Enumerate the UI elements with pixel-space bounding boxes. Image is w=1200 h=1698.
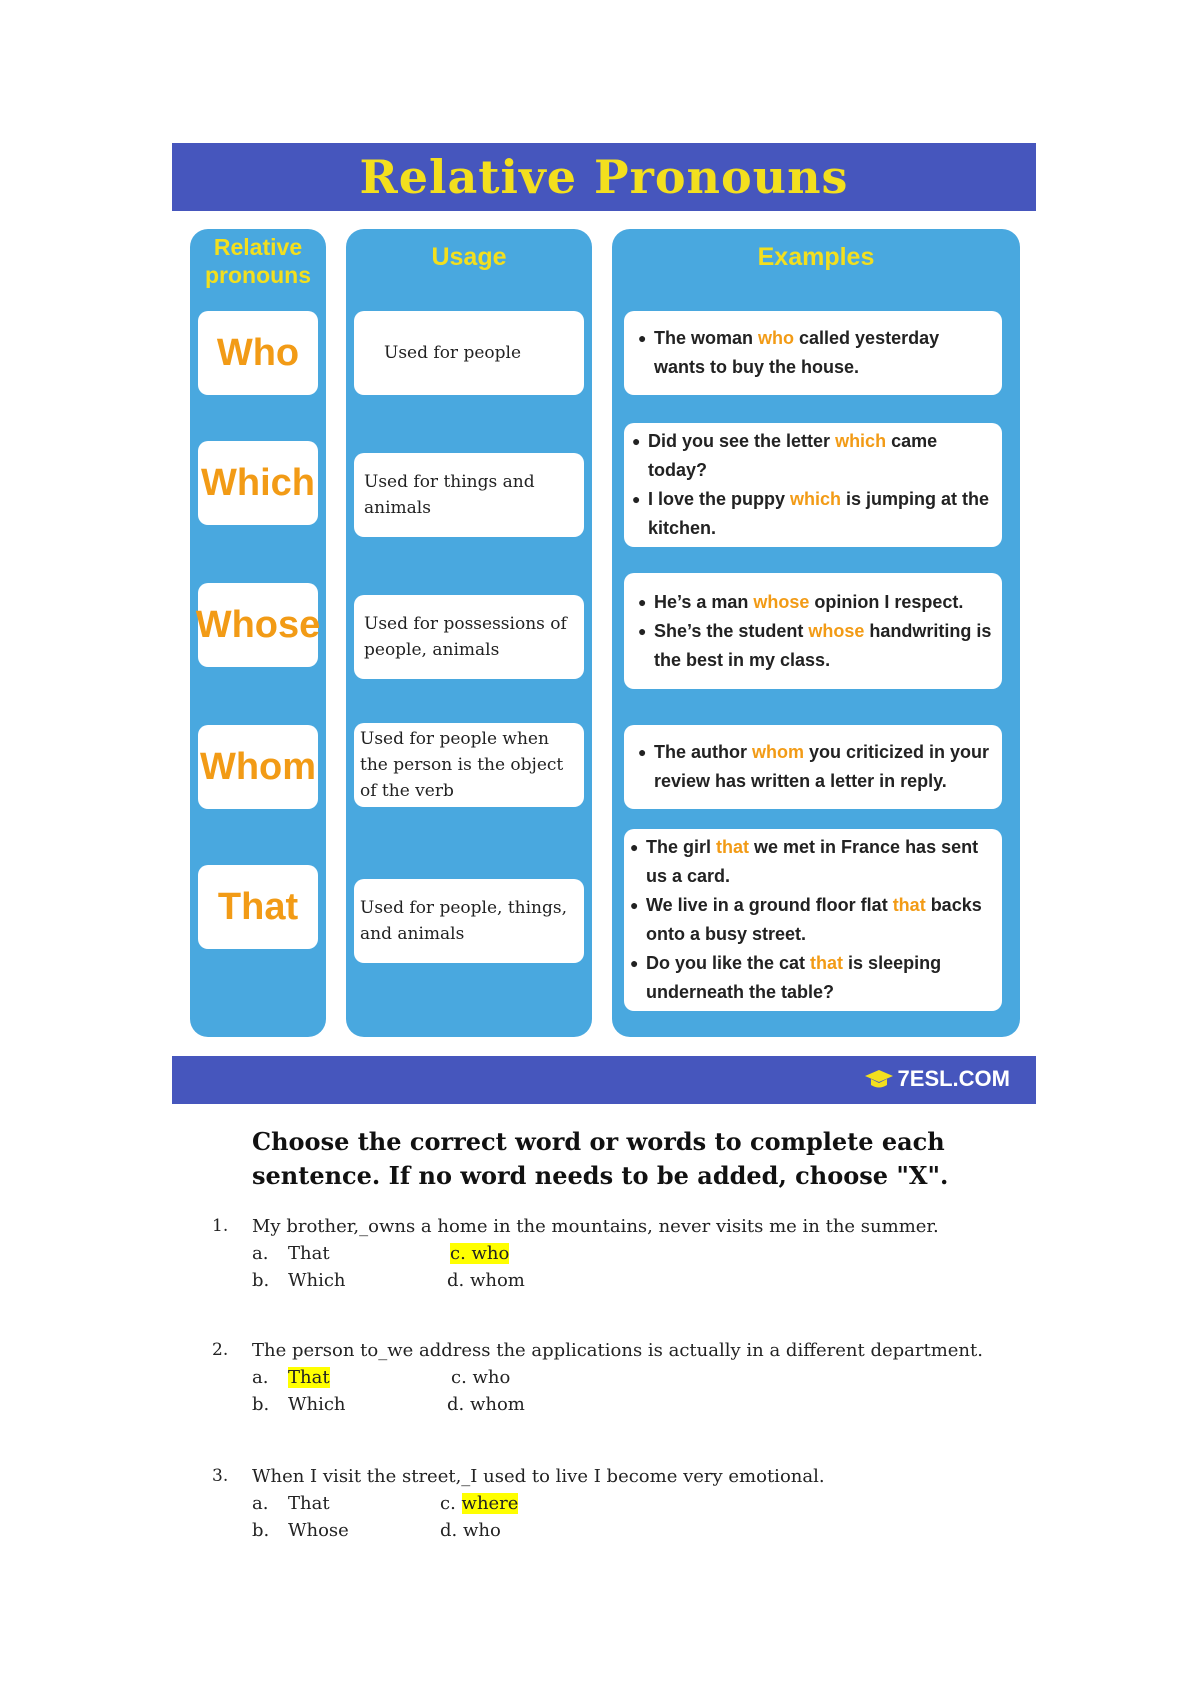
example-sentence: ● The girl that we met in France has sent us a card. (630, 833, 994, 891)
usage-text: Used for people (384, 343, 522, 363)
bullet-icon: ● (638, 622, 647, 639)
option-b[interactable]: b. Which (252, 1394, 346, 1415)
examples-column (612, 229, 1020, 1037)
bullet-icon: ● (638, 330, 647, 346)
pronoun-card-which: Which (198, 441, 318, 525)
usage-column (346, 229, 592, 1037)
pronoun-card-whose: Whose (198, 583, 318, 667)
bullet-icon: ● (632, 433, 641, 449)
question-number: 1. (212, 1216, 229, 1236)
infographic-title: Relative Pronouns (359, 150, 849, 204)
example-pronoun: whose (808, 620, 865, 641)
usage-text: Used for people, things, and animals (360, 898, 567, 944)
example-pronoun: which (835, 431, 887, 451)
example-pronoun: whose (753, 591, 810, 612)
pronouns-column-header: Relative pronouns (204, 234, 312, 288)
usage-card-that (354, 879, 584, 963)
usage-text: Used for things and animals (364, 472, 535, 518)
example-sentence: ● He’s a man whose opinion I respect. (638, 588, 994, 617)
example-pronoun: that (892, 895, 926, 915)
question-number: 2. (212, 1340, 229, 1360)
example-sentence: ● We live in a ground floor flat that backs onto a busy street. (630, 891, 994, 949)
bullet-icon: ● (630, 955, 639, 971)
examples-card-whom (624, 725, 1002, 809)
examples-card-whose (624, 573, 1002, 689)
usage-column-header: Usage (431, 243, 507, 271)
question-text: When I visit the street,_I used to live I become very emotional. (252, 1466, 825, 1487)
relative-pronouns-infographic (172, 143, 1036, 1103)
example-sentence: ● Did you see the letter which came today? (632, 427, 994, 485)
examples-card-which (624, 423, 1002, 547)
bullet-icon: ● (638, 744, 647, 760)
option-c[interactable]: c. who (451, 1367, 511, 1388)
option-b[interactable]: b. Whose (252, 1520, 349, 1541)
example-pronoun: whom (752, 742, 804, 762)
example-sentence: ● The author whom you criticized in your review has written a letter in reply. (638, 738, 994, 796)
pronoun-card-who: Who (198, 311, 318, 395)
infographic-footer-banner (172, 1056, 1036, 1104)
usage-card-who (354, 311, 584, 395)
question-number: 3. (212, 1466, 229, 1486)
pronoun-card-that: That (198, 865, 318, 949)
bullet-icon: ● (630, 839, 639, 855)
usage-text: Used for people when the person is the object of the verb (360, 729, 564, 801)
example-pronoun: that (810, 953, 844, 973)
examples-column-header: Examples (757, 243, 875, 271)
usage-card-whom (354, 723, 584, 807)
option-a-highlighted[interactable]: a. That (252, 1367, 330, 1388)
pronoun-card-whom: Whom (198, 725, 318, 809)
usage-card-which (354, 453, 584, 537)
example-sentence: ● Do you like the cat that is sleeping underneath the table? (630, 949, 994, 1007)
examples-card-who (624, 311, 1002, 395)
option-a[interactable]: a. That (252, 1493, 330, 1514)
bullet-icon: ● (630, 897, 639, 913)
usage-card-whose (354, 595, 584, 679)
bullet-icon: ● (638, 593, 647, 610)
question-text: The person to_we address the applications is actually in a different department. (252, 1340, 983, 1361)
pronouns-column (190, 229, 326, 1037)
bullet-icon: ● (632, 491, 641, 507)
usage-text: Used for possessions of people, animals (364, 614, 567, 660)
question-text: My brother,_owns a home in the mountains, never visits me in the summer. (252, 1216, 939, 1237)
graduation-cap-icon (864, 1067, 894, 1091)
example-pronoun: that (716, 837, 750, 857)
example-sentence: ● She’s the student whose handwriting is the best in my class. (638, 617, 994, 675)
infographic-title-banner (172, 143, 1036, 211)
option-d[interactable]: d. whom (447, 1394, 525, 1415)
example-sentence: ● The woman who called yesterday wants to buy the house. (638, 324, 994, 382)
option-c-highlighted[interactable]: c. who (450, 1243, 510, 1264)
option-d[interactable]: d. whom (447, 1270, 525, 1291)
option-d[interactable]: d. who (440, 1520, 501, 1541)
worksheet-instructions: Choose the correct word or words to complete each sentence. If no word needs to be added, choose "X". (252, 1127, 949, 1190)
option-c-highlighted[interactable]: c. where (440, 1493, 519, 1514)
example-sentence: ● I love the puppy which is jumping at the kitchen. (632, 485, 994, 543)
example-pronoun: who (758, 328, 795, 348)
site-logo (864, 1066, 1010, 1092)
examples-card-that (624, 829, 1002, 1011)
example-pronoun: which (790, 489, 842, 509)
logo-text: 7ESL.COM (897, 1066, 1010, 1091)
option-b[interactable]: b. Which (252, 1270, 346, 1291)
option-a[interactable]: a. That (252, 1243, 330, 1264)
